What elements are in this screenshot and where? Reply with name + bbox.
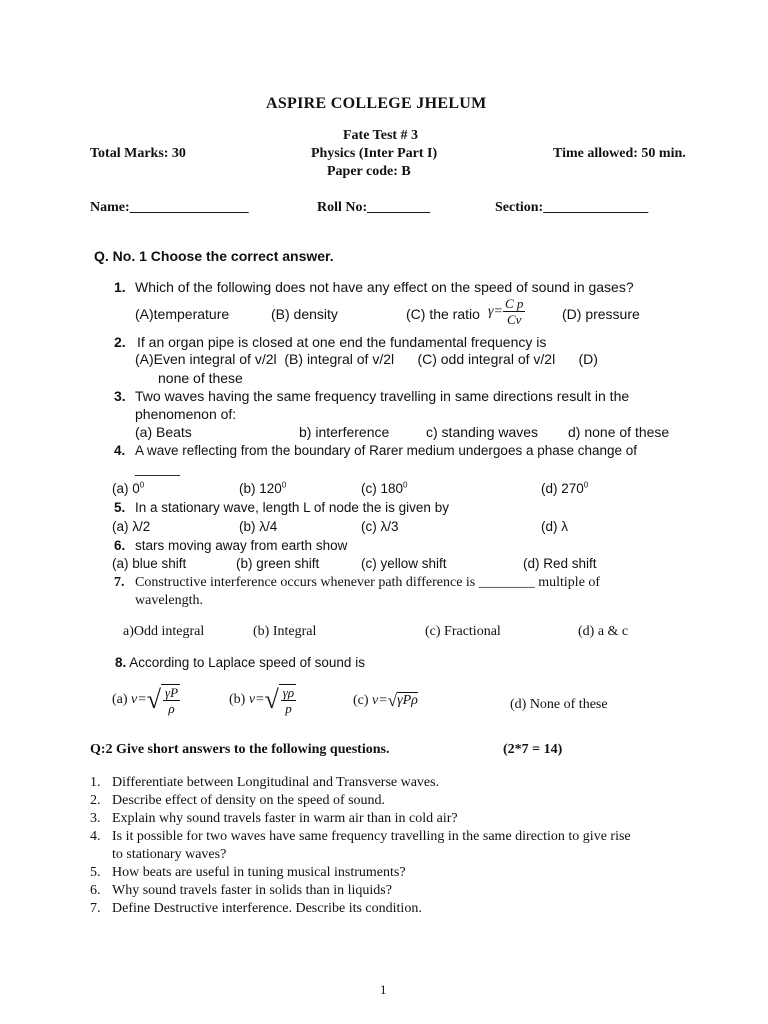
option-a-label: (a) xyxy=(112,481,129,496)
roll-no-field[interactable]: Roll No:_________ xyxy=(317,200,431,215)
q1-item5-option-a xyxy=(112,519,150,534)
time-allowed: Time allowed: 50 min. xyxy=(553,146,686,161)
q1-item4-option-b xyxy=(239,481,286,496)
q1-item7-option-d: (d) a & c xyxy=(578,624,629,639)
option-c-value: (c) 180 xyxy=(361,481,404,496)
cv-denominator: Cv xyxy=(506,312,522,327)
q1-item2-options: (A)Even integral of v/2l (B) integral of v/2l (C) odd integral of v/2l (D) xyxy=(135,351,598,367)
q1-item4-blank: ______ xyxy=(135,461,181,476)
total-marks: Total Marks: 30 xyxy=(90,146,186,161)
q1-item7-option-b: (b) Integral xyxy=(253,624,317,639)
option-a-label: (a) xyxy=(112,519,129,534)
cp-numerator: C p xyxy=(504,296,524,311)
q2-item4-text: Is it possible for two waves have same frequency travelling in the same direction to give rise xyxy=(112,829,631,844)
q1-item5-option-b: (b) λ/4 xyxy=(239,519,278,534)
q1-item3-option-a: (a) Beats xyxy=(135,424,192,440)
q1-item4-option-c xyxy=(361,481,407,496)
q1-item5-text: In a stationary wave, length L of node the is given by xyxy=(135,500,449,515)
q1-item1-text: Which of the following does not have any effect on the speed of sound in gases? xyxy=(135,279,634,295)
cp-cv-fraction xyxy=(503,296,525,327)
q1-item3-option-b: b) interference xyxy=(299,424,390,440)
gp-rho-fraction xyxy=(163,685,180,716)
option-a-label: (a) xyxy=(112,556,129,571)
paper-code: Paper code: B xyxy=(327,164,411,179)
q2-item1-text: Differentiate between Longitudinal and Transverse waves. xyxy=(112,775,440,790)
q1-item8-text: According to Laplace speed of sound is xyxy=(129,655,365,670)
option-b-value: (b) 120 xyxy=(239,481,282,496)
denominator: p xyxy=(285,701,292,716)
q2-item4-number: 4. xyxy=(90,829,101,844)
q1-item6-option-c: (c) yellow shift xyxy=(361,556,447,571)
q1-item6-option-b: (b) green shift xyxy=(236,556,320,571)
q2-item7-number: 7. xyxy=(90,901,101,916)
q1-item8-option-c xyxy=(353,691,418,711)
option-d-value: (d) 270 xyxy=(541,481,584,496)
q1-item6-option-a xyxy=(112,556,186,571)
v-equals: v= xyxy=(372,693,388,708)
v-equals: v= xyxy=(248,692,265,707)
q1-item1-option-c-label: (C) the ratio xyxy=(406,306,480,322)
q1-item8-option-d: (d) None of these xyxy=(510,697,608,712)
q1-item7-text-cont: wavelength. xyxy=(135,593,204,608)
q1-item7-option-a: a)Odd integral xyxy=(123,624,205,639)
sqrt-icon: √ xyxy=(387,691,398,710)
numerator: γρ xyxy=(282,685,295,700)
grho-p-fraction xyxy=(281,685,296,716)
q1-item6-option-d: (d) Red shift xyxy=(523,556,597,571)
numerator: γP xyxy=(165,685,179,700)
option-a-value: λ/2 xyxy=(132,519,151,534)
q1-item8 xyxy=(115,655,365,670)
q1-item1-option-a: (A)temperature xyxy=(135,306,230,322)
q2-item6-text: Why sound travels faster in solids than in liquids? xyxy=(112,883,392,898)
q1-item3-text: Two waves having the same frequency travelling in same directions result in the xyxy=(135,388,630,404)
q2-heading: Q:2 Give short answers to the following questions. xyxy=(90,742,390,757)
q1-item4-number: 4. xyxy=(114,443,126,458)
option-a-value: 0 xyxy=(132,481,140,496)
q1-item6-text: stars moving away from earth show xyxy=(135,538,348,553)
q1-item3-text-cont: phenomenon of: xyxy=(135,406,237,422)
q1-item4-option-d xyxy=(541,481,588,496)
q2-item6-number: 6. xyxy=(90,883,101,898)
denominator: ρ xyxy=(168,701,175,716)
option-c-label: (c) xyxy=(353,693,369,708)
q1-item2-option-d: none of these xyxy=(158,370,243,386)
subject: Physics (Inter Part I) xyxy=(311,146,438,161)
q1-item4-text: A wave reflecting from the boundary of Rarer medium undergoes a phase change of xyxy=(135,443,638,458)
degree-superscript: 0 xyxy=(139,480,145,490)
q1-item5-number: 5. xyxy=(114,500,126,515)
q1-item1-number: 1. xyxy=(114,279,126,295)
degree-superscript: 0 xyxy=(583,480,589,490)
sqrt-icon: √ xyxy=(146,685,161,714)
q2-item7-text: Define Destructive interference. Describe its condition. xyxy=(112,901,422,916)
q1-item8-option-b xyxy=(229,684,296,716)
section-field[interactable]: Section:_______________ xyxy=(495,200,649,215)
q2-item4-text-cont: to stationary waves? xyxy=(112,847,227,862)
option-a-label: (a) xyxy=(112,692,128,707)
q1-item4-option-a xyxy=(112,481,144,496)
q1-item7-option-c: (c) Fractional xyxy=(425,624,501,639)
sqrt-content: γPρ xyxy=(397,693,418,708)
q1-item7-number: 7. xyxy=(114,575,125,590)
q2-item2-number: 2. xyxy=(90,793,101,808)
sqrt-body xyxy=(279,684,296,716)
q2-item1-number: 1. xyxy=(90,775,101,790)
q2-item2-text: Describe effect of density on the speed of sound. xyxy=(112,793,386,808)
option-b-label: (b) xyxy=(229,692,246,707)
q1-item3-option-d: d) none of these xyxy=(568,424,670,440)
q1-item1-option-b: (B) density xyxy=(271,306,338,322)
test-name: Fate Test # 3 xyxy=(343,128,419,143)
degree-superscript: 0 xyxy=(281,480,287,490)
q1-item8-number: 8. xyxy=(115,655,127,670)
degree-superscript: 0 xyxy=(403,480,408,490)
q1-item3-option-c: c) standing waves xyxy=(426,424,539,440)
option-a-value: blue shift xyxy=(132,556,187,571)
name-field[interactable]: Name:_________________ xyxy=(90,200,249,215)
q1-item3-number: 3. xyxy=(114,388,126,404)
q1-item6-number: 6. xyxy=(114,538,126,553)
gamma-symbol: γ= xyxy=(488,304,503,320)
q1-item5-option-c: (c) λ/3 xyxy=(361,519,399,534)
q2-item3-number: 3. xyxy=(90,811,101,826)
sqrt-icon: √ xyxy=(264,685,279,714)
q1-item1-ratio-formula xyxy=(488,296,525,327)
q1-item1-option-d: (D) pressure xyxy=(562,306,640,322)
q2-item3-text: Explain why sound travels faster in warm air than in cold air? xyxy=(112,811,458,826)
page-number: 1 xyxy=(380,982,387,997)
q1-item8-option-a xyxy=(112,684,180,716)
q2-marks: (2*7 = 14) xyxy=(503,742,563,757)
college-name: ASPIRE COLLEGE JHELUM xyxy=(266,95,487,112)
sqrt-body xyxy=(161,684,180,716)
q1-heading: Q. No. 1 Choose the correct answer. xyxy=(94,248,334,264)
q1-item2-text: If an organ pipe is closed at one end the fundamental frequency is xyxy=(137,334,547,350)
q2-item5-text: How beats are useful in tuning musical instruments? xyxy=(112,865,406,880)
q1-item2-number: 2. xyxy=(114,334,126,350)
q1-item7-text: Constructive interference occurs whenever path difference is ________ multiple of xyxy=(135,575,601,590)
q2-item5-number: 5. xyxy=(90,865,101,880)
q1-item5-option-d: (d) λ xyxy=(541,519,568,534)
v-equals: v= xyxy=(131,692,147,707)
